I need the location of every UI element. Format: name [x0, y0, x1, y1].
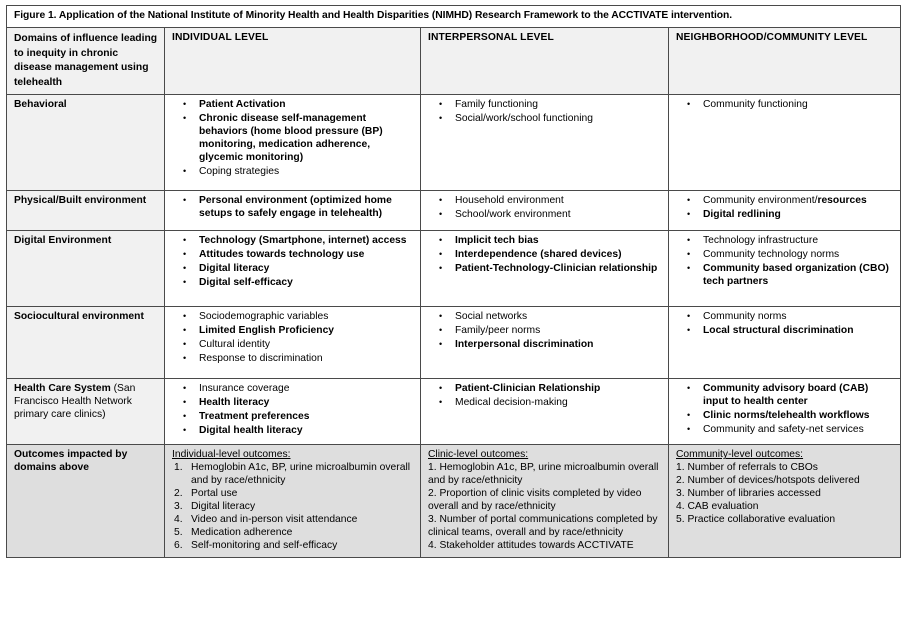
- bullet-item: • Social networks: [428, 311, 662, 324]
- cell-clinic-level-outcomes: [421, 445, 669, 558]
- bullet-list: [172, 195, 414, 221]
- numbered-item: 4. Stakeholder attitudes towards ACCTIVATE: [428, 540, 634, 552]
- cell-healthcare-individual: [165, 379, 421, 445]
- numbered-item: 2. Proportion of clinic visits completed by video overall and by race/ethnicity: [428, 488, 642, 513]
- bullet-item: • Family functioning: [428, 99, 662, 112]
- row-label-health-care-system: [7, 379, 165, 445]
- header-row: [7, 27, 901, 94]
- cell-behavioral-interpersonal: [421, 95, 669, 191]
- numbered-item: 4. Video and in-person visit attendance: [174, 514, 358, 526]
- bullet-list: [172, 235, 414, 290]
- bullet-item: • Digital self-efficacy: [172, 277, 414, 290]
- cell-sociocultural-community: [669, 307, 901, 379]
- bullet-list: [172, 99, 414, 179]
- bullet-item: • Community advisory board (CAB) input to health center: [676, 383, 894, 409]
- bullet-list: [676, 311, 894, 338]
- bullet-item: • Community technology norms: [676, 249, 894, 262]
- bullet-list: [428, 383, 662, 410]
- individual-outcomes-heading: Individual-level outcomes:: [172, 449, 291, 461]
- domain-name: Behavioral: [14, 99, 67, 111]
- table-row: [7, 231, 901, 307]
- bullet-list: [428, 195, 662, 222]
- numbered-item: 5. Medication adherence: [174, 527, 293, 539]
- bullet-item: • Community functioning: [676, 99, 894, 112]
- bullet-item: • Patient-Clinician Relationship: [428, 383, 662, 396]
- bullet-item: • Insurance coverage: [172, 383, 414, 396]
- domain-name: Health Care System: [14, 383, 111, 395]
- bullet-item: • Cultural identity: [172, 339, 414, 352]
- table-row: [7, 307, 901, 379]
- numbered-item: 2. Portal use: [174, 488, 238, 500]
- numbered-item: 3. Number of libraries accessed: [676, 488, 821, 500]
- numbered-list: [428, 462, 662, 553]
- bullet-item: • Implicit tech bias: [428, 235, 662, 248]
- bullet-item: • Community based organization (CBO) tech partners: [676, 263, 894, 289]
- numbered-item: 4. CAB evaluation: [676, 501, 759, 513]
- bullet-list: [676, 383, 894, 437]
- numbered-list: [676, 462, 894, 527]
- bullet-item: • Clinic norms/telehealth workflows: [676, 410, 894, 423]
- bullet-item: • Patient Activation: [172, 99, 414, 112]
- cell-digital-individual: [165, 231, 421, 307]
- bullet-item: • Treatment preferences: [172, 411, 414, 424]
- bullet-item: • Community and safety-net services: [676, 424, 894, 437]
- bullet-item: • Digital health literacy: [172, 425, 414, 438]
- bullet-list: [428, 311, 662, 352]
- numbered-item: 5. Practice collaborative evaluation: [676, 514, 836, 526]
- cell-physical-community: [669, 191, 901, 231]
- bullet-item: • Household environment: [428, 195, 662, 208]
- row-label-sociocultural-environment: [7, 307, 165, 379]
- bullet-item: • Interpersonal discrimination: [428, 339, 662, 352]
- table-row: [7, 191, 901, 231]
- column-header-individual-level: INDIVIDUAL LEVEL: [165, 27, 421, 94]
- bullet-list: [172, 383, 414, 438]
- cell-sociocultural-interpersonal: [421, 307, 669, 379]
- community-outcomes-heading: Community-level outcomes:: [676, 449, 804, 461]
- domain-subtext: (San Francisco Health Network primary care clinics): [14, 383, 136, 421]
- bullet-item: • Interdependence (shared devices): [428, 249, 662, 262]
- cell-community-level-outcomes: [669, 445, 901, 558]
- numbered-item: 1. Hemoglobin A1c, BP, urine microalbumin overall and by race/ethnicity: [428, 462, 659, 487]
- cell-physical-individual: [165, 191, 421, 231]
- bullet-item: • Local structural discrimination: [676, 325, 894, 338]
- bullet-item: • Social/work/school functioning: [428, 113, 662, 126]
- nimhd-framework-table: [6, 5, 901, 558]
- bullet-item: • Digital redlining: [676, 209, 894, 222]
- bullet-item: • Health literacy: [172, 397, 414, 410]
- caption-row: [7, 6, 901, 28]
- numbered-item: 3. Digital literacy: [174, 501, 256, 513]
- outcomes-row: [7, 445, 901, 558]
- cell-digital-community: [669, 231, 901, 307]
- bullet-item: • Chronic disease self-management behaviors (home blood pressure (BP) monitoring, medication adherence, glycemic monitoring): [172, 113, 414, 165]
- clinic-outcomes-heading: Clinic-level outcomes:: [428, 449, 529, 461]
- numbered-list: [172, 462, 414, 553]
- column-header-neighborhood-community-level: NEIGHBORHOOD/COMMUNITY LEVEL: [669, 27, 901, 94]
- bullet-item: • Medical decision-making: [428, 397, 662, 410]
- cell-behavioral-community: [669, 95, 901, 191]
- bullet-item: • Personal environment (optimized home setups to safely engage in telehealth): [172, 195, 414, 221]
- numbered-item: 6. Self-monitoring and self-efficacy: [174, 540, 338, 552]
- bullet-item: • Technology (Smartphone, internet) access: [172, 235, 414, 248]
- numbered-item: 3. Number of portal communications completed by clinical teams, overall and by race/ethnicity: [428, 514, 658, 539]
- bullet-item: • Sociodemographic variables: [172, 311, 414, 324]
- row-label-physical-built-environment: [7, 191, 165, 231]
- bullet-item: • Digital literacy: [172, 263, 414, 276]
- cell-digital-interpersonal: [421, 231, 669, 307]
- bullet-list: [428, 99, 662, 126]
- bullet-item: • Limited English Proficiency: [172, 325, 414, 338]
- bullet-list: [428, 235, 662, 276]
- column-header-domains: Domains of influence leading to inequity in chronic disease management using telehealth: [7, 27, 165, 94]
- row-label-behavioral: [7, 95, 165, 191]
- domain-name: Digital Environment: [14, 235, 112, 247]
- bullet-item: • Family/peer norms: [428, 325, 662, 338]
- bullet-item: • School/work environment: [428, 209, 662, 222]
- cell-physical-interpersonal: [421, 191, 669, 231]
- figure-caption: Figure 1. Application of the National Institute of Minority Health and Health Disparities (NIMHD) Research Framework to the ACCTIVATE intervention.: [7, 6, 901, 28]
- numbered-item: 1. Number of referrals to CBOs: [676, 462, 818, 474]
- bullet-item: • Response to discrimination: [172, 353, 414, 366]
- bullet-list: [172, 311, 414, 366]
- table-row: [7, 95, 901, 191]
- table-row: [7, 379, 901, 445]
- bullet-item: • Attitudes towards technology use: [172, 249, 414, 262]
- outcomes-label: Outcomes impacted by domains above: [14, 449, 128, 474]
- bullet-item: • Coping strategies: [172, 166, 414, 179]
- cell-behavioral-individual: [165, 95, 421, 191]
- numbered-item: 2. Number of devices/hotspots delivered: [676, 475, 860, 487]
- bullet-list: [676, 195, 894, 222]
- row-label-digital-environment: [7, 231, 165, 307]
- numbered-item: 1. Hemoglobin A1c, BP, urine microalbumin overall and by race/ethnicity: [174, 462, 411, 487]
- domain-name: Physical/Built environment: [14, 195, 147, 207]
- cell-individual-level-outcomes: [165, 445, 421, 558]
- cell-healthcare-community: [669, 379, 901, 445]
- bullet-item: • Community norms: [676, 311, 894, 324]
- row-label-outcomes: [7, 445, 165, 558]
- cell-sociocultural-individual: [165, 307, 421, 379]
- domain-name: Sociocultural environment: [14, 311, 144, 323]
- column-header-interpersonal-level: INTERPERSONAL LEVEL: [421, 27, 669, 94]
- bullet-item: • Technology infrastructure: [676, 235, 894, 248]
- bullet-item: • Patient-Technology-Clinician relationship: [428, 263, 662, 276]
- bullet-item: • Community environment/resources: [676, 195, 894, 208]
- bullet-list: [676, 99, 894, 112]
- cell-healthcare-interpersonal: [421, 379, 669, 445]
- bullet-list: [676, 235, 894, 289]
